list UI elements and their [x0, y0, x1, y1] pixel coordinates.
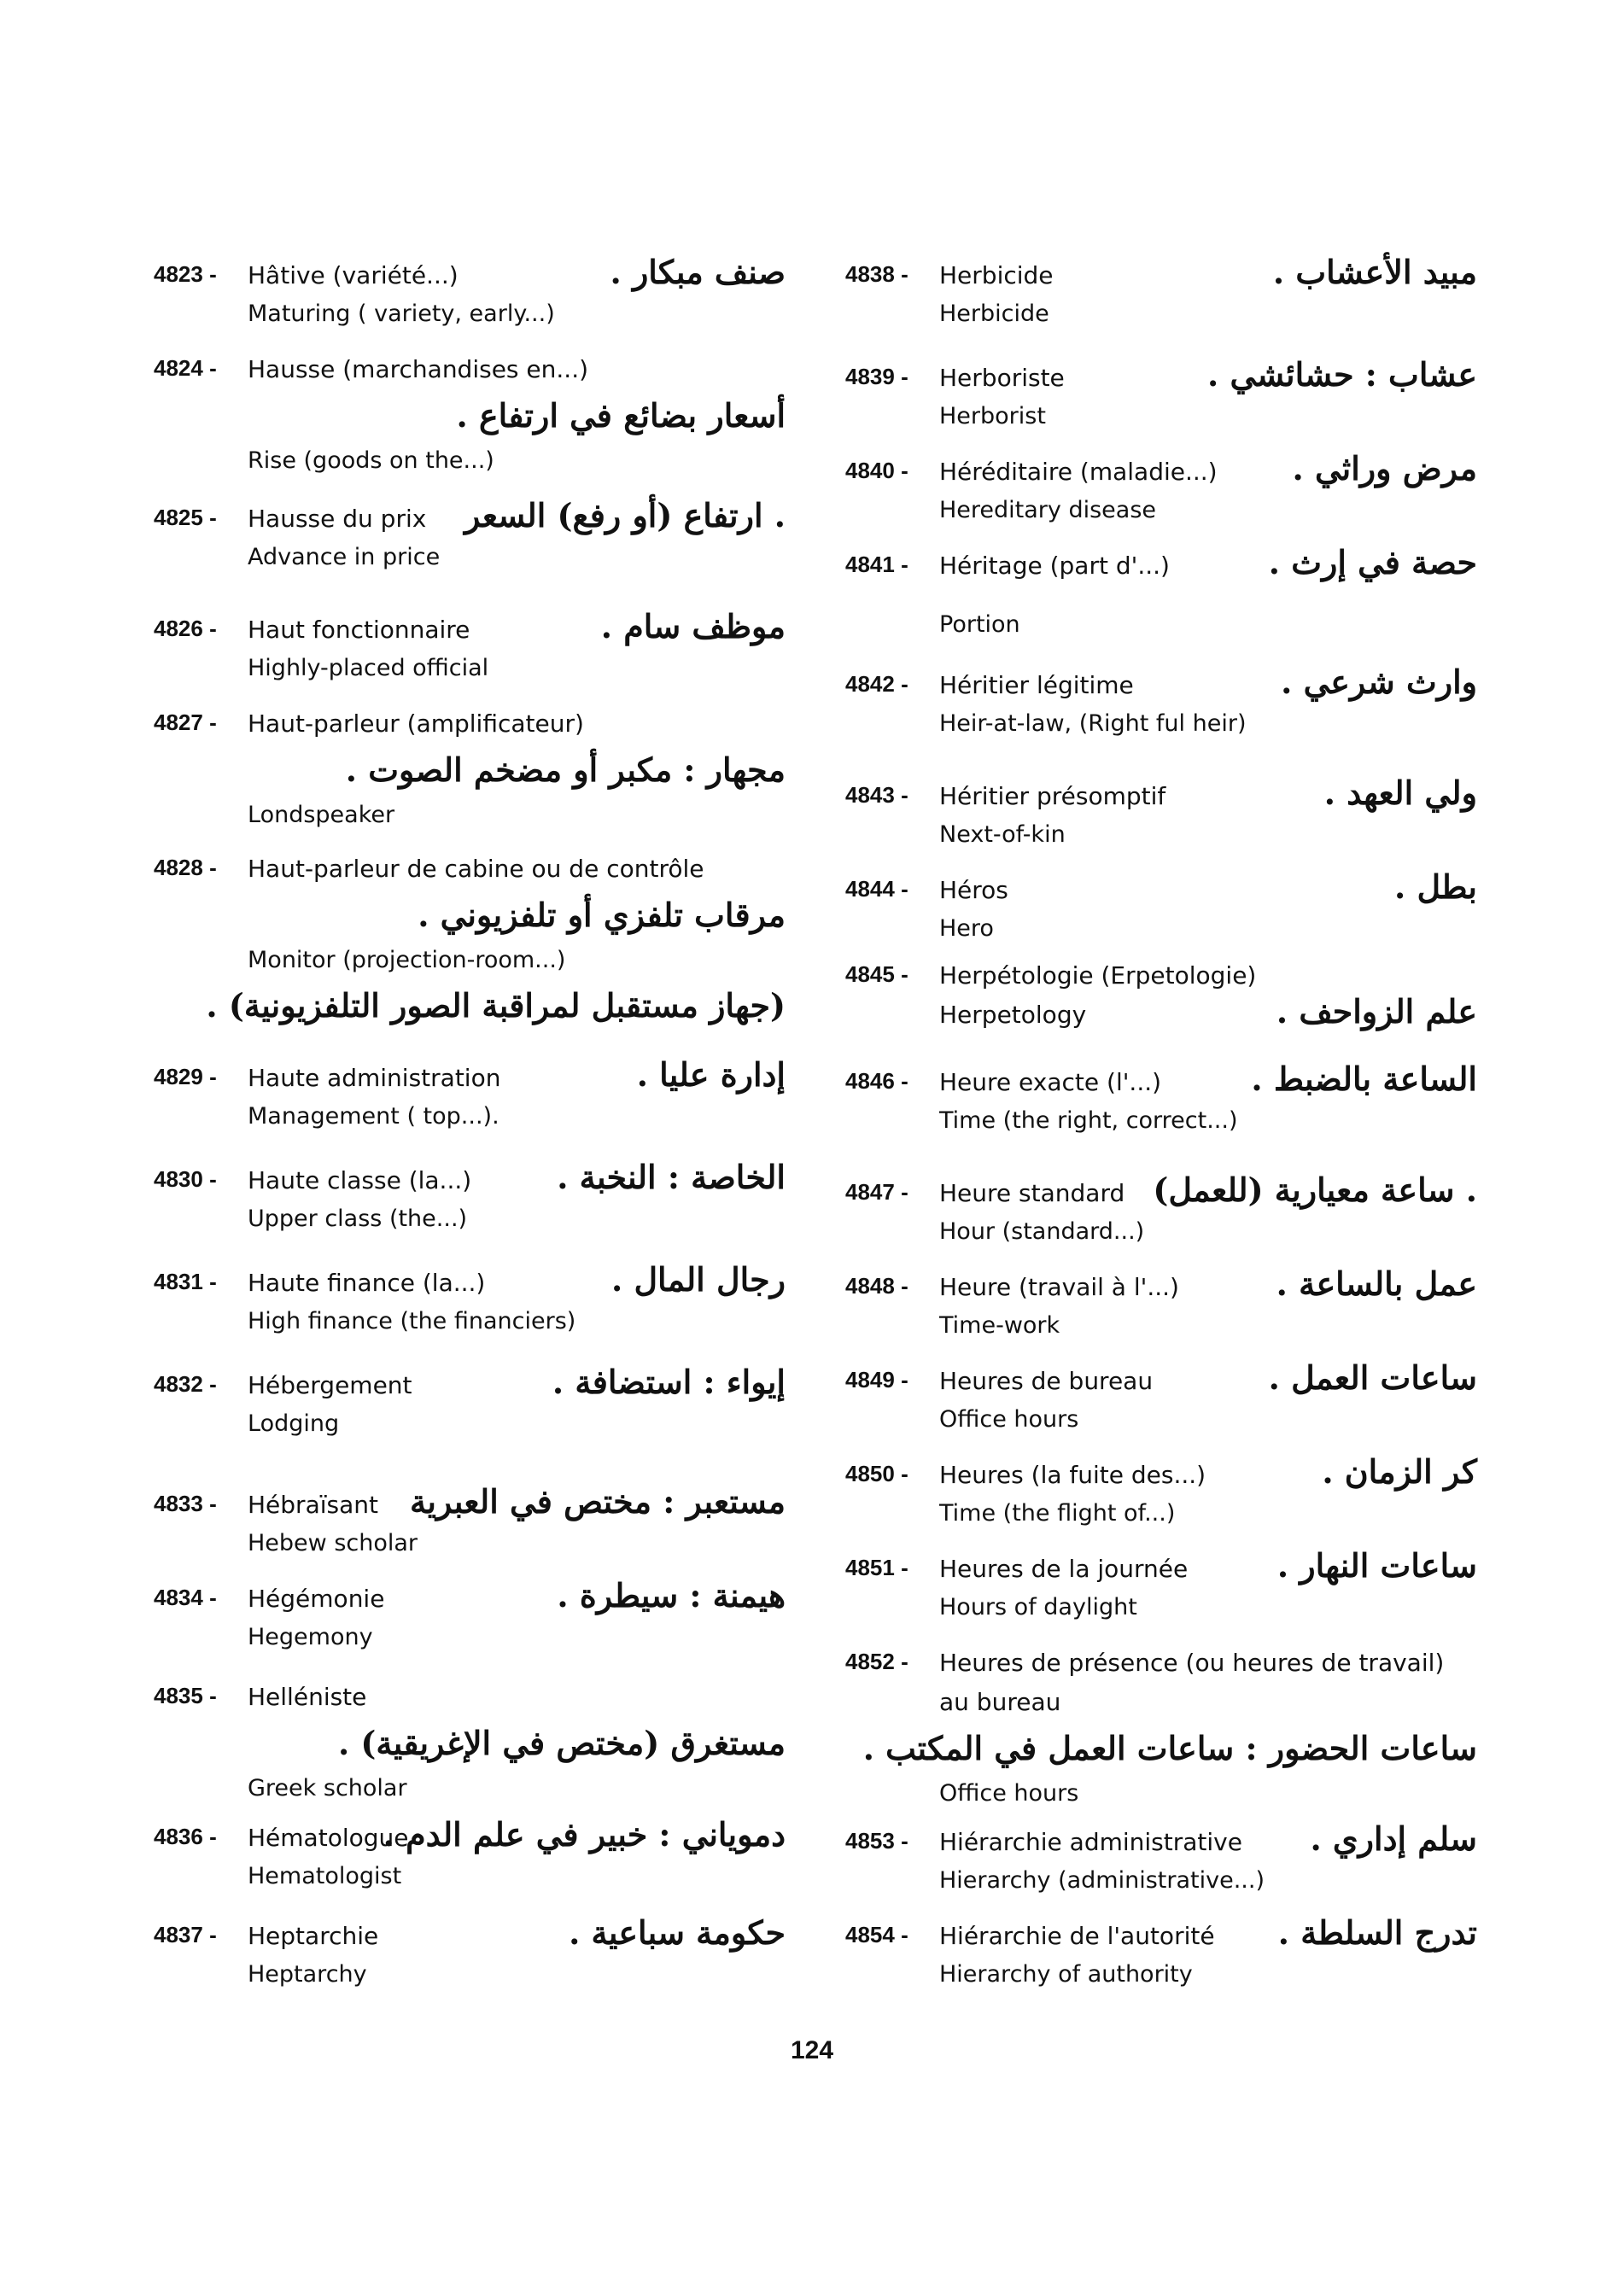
entry-number: 4837 -	[154, 1922, 217, 1947]
english-term: Herbicide	[939, 301, 1049, 327]
entry-4828	[154, 850, 786, 1032]
arabic-term: ساعات الحضور : ساعات العمل في المكتب .	[862, 1729, 1477, 1767]
entry-4849	[845, 1358, 1477, 1439]
english-term: Hours of daylight	[939, 1594, 1137, 1620]
entry-4833	[154, 1482, 786, 1562]
french-term: Haut-parleur (amplificateur)	[248, 709, 584, 738]
english-term: Office hours	[939, 1780, 1079, 1807]
entry-4838	[845, 253, 1477, 333]
french-term: Haut fonctionnaire	[248, 616, 470, 644]
page-number: 124	[790, 2036, 834, 2064]
entry-number: 4854 -	[845, 1922, 908, 1947]
arabic-term: مبيد الأعشاب .	[1272, 253, 1477, 291]
arabic-term: . ساعة معيارية (للعمل)	[1153, 1171, 1477, 1209]
english-term: Maturing ( variety, early...)	[248, 301, 555, 327]
entry-number: 4847 -	[845, 1179, 908, 1205]
french-term: Héritier légitime	[939, 671, 1134, 699]
entry-number: 4831 -	[154, 1269, 217, 1294]
entry-4845	[845, 956, 1477, 1035]
arabic-term: مجهار : مكبر أو مضخم الصوت .	[345, 750, 786, 789]
entry-4850	[845, 1452, 1477, 1533]
entry-4835	[154, 1678, 786, 1807]
english-term: Next-of-kin	[939, 821, 1066, 848]
french-term: Heure exacte (l'...)	[939, 1068, 1162, 1096]
arabic-term: رجال المال .	[610, 1260, 786, 1299]
entry-4840	[845, 449, 1477, 529]
arabic-term: عشاب : حشائشي .	[1207, 355, 1477, 394]
entry-4848	[845, 1264, 1477, 1345]
english-term: Heir-at-law, (Right ful heir)	[939, 710, 1247, 737]
entry-number: 4853 -	[845, 1828, 908, 1854]
english-term: Herpetology	[939, 1001, 1087, 1029]
arabic-term: مرض وراثي .	[1292, 449, 1477, 488]
entry-4830	[154, 1158, 786, 1238]
english-term: Monitor (projection-room...)	[248, 947, 566, 973]
english-term: Upper class (the...)	[248, 1206, 468, 1232]
english-term: Management ( top...).	[248, 1103, 499, 1130]
arabic-term: الساعة بالضبط .	[1251, 1060, 1477, 1098]
french-term: Héritage (part d'...)	[939, 552, 1170, 580]
arabic-explanation: (جهاز مستقبل لمراقبة الصور التلفزيونية) .	[206, 986, 786, 1025]
entry-4854	[845, 1913, 1477, 1994]
arabic-term: حكومة سباعية .	[569, 1913, 786, 1952]
arabic-term: بطل .	[1394, 867, 1477, 906]
entry-number: 4839 -	[845, 364, 908, 389]
entry-number: 4834 -	[154, 1585, 217, 1610]
french-term: Hématologue	[248, 1824, 409, 1852]
entry-4843	[845, 774, 1477, 854]
entry-number: 4830 -	[154, 1166, 217, 1192]
entry-4825	[154, 496, 786, 576]
french-term: Haute classe (la...)	[248, 1166, 472, 1194]
english-term: Time (the right, correct...)	[939, 1107, 1238, 1134]
english-term: Greek scholar	[248, 1775, 407, 1801]
entry-number: 4844 -	[845, 876, 908, 902]
english-term: Highly-placed official	[248, 655, 489, 681]
french-term: Haute finance (la...)	[248, 1269, 486, 1297]
entry-4847	[845, 1171, 1477, 1251]
entry-number: 4840 -	[845, 458, 908, 483]
entry-number: 4833 -	[154, 1491, 217, 1516]
english-term: Heptarchy	[248, 1961, 367, 1988]
entry-number: 4843 -	[845, 782, 908, 808]
entry-4844	[845, 867, 1477, 948]
english-term: Office hours	[939, 1406, 1079, 1433]
entry-4846	[845, 1060, 1477, 1140]
arabic-term: وارث شرعي .	[1281, 663, 1477, 701]
english-term: Hereditary disease	[939, 497, 1157, 523]
arabic-term: تدرج السلطة .	[1277, 1913, 1477, 1952]
french-term: Hiérarchie de l'autorité	[939, 1922, 1215, 1950]
french-term: Hébergement	[248, 1371, 412, 1399]
entry-number: 4829 -	[154, 1064, 217, 1089]
entry-number: 4852 -	[845, 1649, 908, 1674]
arabic-term: حصة في إرث .	[1268, 543, 1477, 581]
french-term: Heure standard	[939, 1179, 1125, 1207]
entry-number: 4846 -	[845, 1068, 908, 1094]
entry-4831	[154, 1260, 786, 1340]
english-term: Time (the flight of...)	[939, 1500, 1176, 1527]
english-term: Rise (goods on the...)	[248, 447, 494, 474]
entry-4836	[154, 1815, 786, 1895]
arabic-term: كر الزمان .	[1322, 1452, 1477, 1491]
english-term: Lodging	[248, 1410, 340, 1437]
entry-4834	[154, 1576, 786, 1656]
french-term: Herboriste	[939, 364, 1065, 392]
entry-number: 4836 -	[154, 1824, 217, 1849]
arabic-term: مستعبر : مختص في العبرية	[409, 1482, 786, 1521]
entry-4824	[154, 350, 786, 480]
french-term: Haute administration	[248, 1064, 501, 1092]
english-term: Portion	[939, 611, 1020, 638]
english-term: Hebew scholar	[248, 1530, 418, 1556]
english-term: High finance (the financiers)	[248, 1308, 576, 1334]
english-term: Londspeaker	[248, 802, 395, 828]
arabic-term: . ارتفاع (أو رفع) السعر	[464, 496, 786, 534]
english-term: Hero	[939, 915, 994, 942]
arabic-term: صنف مبكار .	[610, 253, 786, 291]
french-term: Heptarchie	[248, 1922, 379, 1950]
english-term: Hierarchy (administrative...)	[939, 1867, 1265, 1894]
entry-number: 4848 -	[845, 1273, 908, 1299]
french-term: Hébraïsant	[248, 1491, 378, 1519]
french-term: Haut-parleur de cabine ou de contrôle	[248, 855, 704, 883]
entry-number: 4825 -	[154, 505, 217, 530]
entry-4832	[154, 1363, 786, 1443]
french-term: Herpétologie (Erpetologie)	[939, 961, 1257, 990]
arabic-term: علم الزواحف .	[1276, 992, 1477, 1031]
entry-number: 4823 -	[154, 261, 217, 287]
french-term: Hiérarchie administrative	[939, 1828, 1242, 1856]
arabic-term: ولي العهد .	[1323, 774, 1477, 812]
entry-number: 4827 -	[154, 709, 217, 735]
english-term: Hematologist	[248, 1863, 402, 1889]
english-term: Hour (standard...)	[939, 1218, 1145, 1245]
entry-number: 4849 -	[845, 1367, 908, 1393]
entry-4827	[154, 704, 786, 834]
entry-4841	[845, 543, 1477, 644]
french-term: Herbicide	[939, 261, 1054, 289]
entry-number: 4850 -	[845, 1461, 908, 1486]
entry-4842	[845, 663, 1477, 743]
english-term: Time-work	[939, 1312, 1060, 1339]
french-term: Héréditaire (maladie...)	[939, 458, 1218, 486]
entry-4839	[845, 355, 1477, 435]
arabic-term: أسعار بضائع في ارتفاع .	[456, 396, 786, 435]
arabic-term: هيمنة : سيطرة .	[557, 1576, 786, 1614]
french-term: Heure (travail à l'...)	[939, 1273, 1179, 1301]
entry-4826	[154, 607, 786, 687]
arabic-term: عمل بالساعة .	[1276, 1264, 1477, 1303]
arabic-term: ساعات العمل .	[1268, 1358, 1477, 1397]
french-term: Heures de la journée	[939, 1555, 1189, 1583]
entry-4829	[154, 1055, 786, 1136]
french-term: Helléniste	[248, 1683, 367, 1711]
french-term: Heures (la fuite des...)	[939, 1461, 1206, 1489]
french-term: Hâtive (variété...)	[248, 261, 459, 289]
english-term: Hegemony	[248, 1624, 373, 1650]
french-term: Hausse du prix	[248, 505, 427, 533]
entry-4837	[154, 1913, 786, 1994]
entry-4853	[845, 1819, 1477, 1900]
english-term: Hierarchy of authority	[939, 1961, 1193, 1988]
arabic-term: مرقاب تلفزي أو تلفزيوني .	[418, 896, 786, 934]
arabic-term: إدارة عليا .	[636, 1055, 786, 1094]
entry-number: 4841 -	[845, 552, 908, 577]
arabic-term: دموياني : خبير في علم الدم .	[383, 1815, 786, 1854]
entry-number: 4842 -	[845, 671, 908, 697]
arabic-term: موظف سام .	[600, 607, 786, 645]
arabic-term: الخاصة : النخبة .	[557, 1158, 786, 1196]
entry-number: 4824 -	[154, 355, 217, 381]
arabic-term: ساعات النهار .	[1276, 1546, 1477, 1585]
entry-number: 4826 -	[154, 616, 217, 641]
arabic-term: إيواء : استضافة .	[552, 1363, 786, 1401]
entry-number: 4835 -	[154, 1683, 217, 1708]
entry-number: 4838 -	[845, 261, 908, 287]
entry-4851	[845, 1546, 1477, 1626]
english-term: Advance in price	[248, 544, 441, 570]
french-term: Heures de bureau	[939, 1367, 1154, 1395]
french-term: Héritier présomptif	[939, 782, 1166, 810]
entry-4823	[154, 253, 786, 333]
french-term: Hausse (marchandises en...)	[248, 355, 589, 383]
entry-number: 4832 -	[154, 1371, 217, 1397]
french-term: Héros	[939, 876, 1008, 904]
entry-number: 4851 -	[845, 1555, 908, 1580]
french-term: Heures de présence (ou heures de travail) au bureau	[939, 1649, 1445, 1716]
arabic-term: سلم إداري .	[1310, 1819, 1477, 1858]
arabic-term: مستغرق (مختص في الإغريقية) .	[337, 1724, 786, 1762]
french-term: Hégémonie	[248, 1585, 385, 1613]
english-term: Herborist	[939, 403, 1046, 429]
entry-4852	[845, 1644, 1477, 1813]
entry-number: 4845 -	[845, 961, 908, 987]
entry-number: 4828 -	[154, 855, 217, 880]
